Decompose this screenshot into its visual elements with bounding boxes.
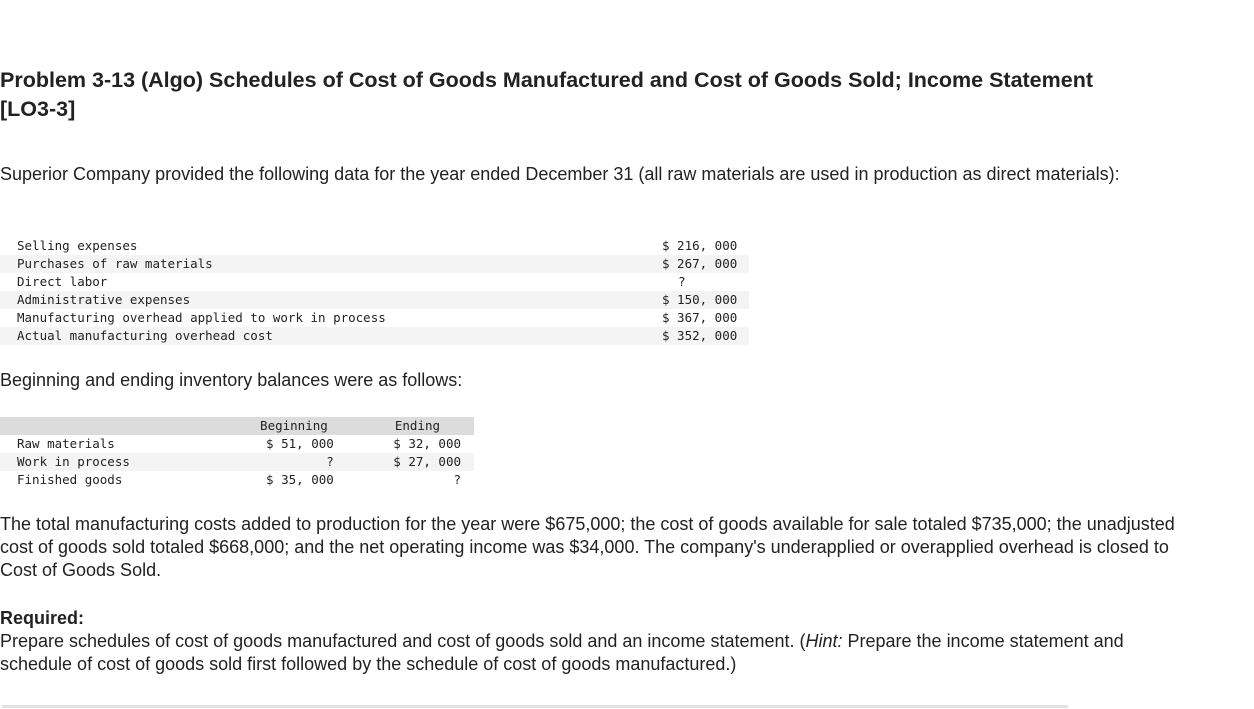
beginning-value: $ 35, 000	[266, 472, 334, 487]
table-row	[0, 237, 749, 255]
table-row	[0, 309, 749, 327]
table-row	[0, 453, 474, 471]
unknown-value: ?	[678, 274, 686, 289]
table-row	[0, 255, 749, 273]
row-label: Raw materials	[17, 436, 115, 451]
header-ending: Ending	[334, 417, 474, 435]
header-blank	[0, 417, 240, 435]
row-label: Purchases of raw materials	[0, 255, 662, 273]
required-heading: Required:	[0, 608, 85, 628]
hint-label: Hint:	[805, 631, 843, 651]
row-label: Selling expenses	[17, 238, 138, 253]
table-header-row	[0, 417, 474, 435]
beginning-value: ?	[240, 453, 334, 471]
table-row	[0, 435, 474, 453]
row-label: Finished goods	[17, 472, 123, 487]
row-label: Actual manufacturing overhead cost	[0, 327, 662, 345]
required-text	[0, 630, 1150, 676]
row-value: $ 216, 000	[662, 238, 738, 253]
problem-paragraph: The total manufacturing costs added to production for the year were $675,000; the cost of goods available for sale totaled $735,000; the unadjusted cost of goods sold totaled $668,000; and the net operating income was $34,000. The company's underapplied or overapplied overhead is closed to Cost of Goods Sold.	[0, 514, 1175, 580]
row-label: Direct labor	[17, 274, 108, 289]
problem-title: Problem 3-13 (Algo) Schedules of Cost of Goods Manufactured and Cost of Goods Sold; Income Statement [LO3-3]	[0, 68, 1094, 121]
table-row	[0, 471, 474, 489]
row-value: $ 150, 000	[662, 291, 749, 309]
inventory-intro: Beginning and ending inventory balances were as follows:	[0, 370, 463, 390]
ending-value: $ 27, 000	[334, 453, 474, 471]
row-value-unknown	[662, 273, 749, 291]
required-text-before: Prepare schedules of cost of goods manufactured and cost of goods sold and an income statement. (	[0, 631, 806, 651]
intro-paragraph: Superior Company provided the following data for the year ended December 31 (all raw materials are used in production as direct materials):	[0, 164, 1120, 184]
bottom-divider	[2, 705, 1068, 708]
row-value: $ 267, 000	[662, 255, 749, 273]
row-label: Work in process	[0, 453, 240, 471]
beginning-value: $ 51, 000	[266, 436, 334, 451]
cost-data-table	[0, 237, 749, 345]
ending-value: $ 32, 000	[393, 436, 461, 451]
table-row	[0, 327, 749, 345]
inventory-table	[0, 417, 474, 489]
table-row	[0, 273, 749, 291]
table-row	[0, 291, 749, 309]
header-beginning: Beginning	[240, 417, 334, 435]
row-value: $ 352, 000	[662, 327, 749, 345]
row-value: $ 367, 000	[662, 310, 738, 325]
required-text-after: Prepare the income statement and schedule of cost of goods sold first followed by the schedule of cost of goods manufactured.)	[0, 631, 1124, 674]
row-label: Manufacturing overhead applied to work in process	[17, 310, 386, 325]
ending-value: ?	[453, 472, 461, 487]
row-label: Administrative expenses	[0, 291, 662, 309]
